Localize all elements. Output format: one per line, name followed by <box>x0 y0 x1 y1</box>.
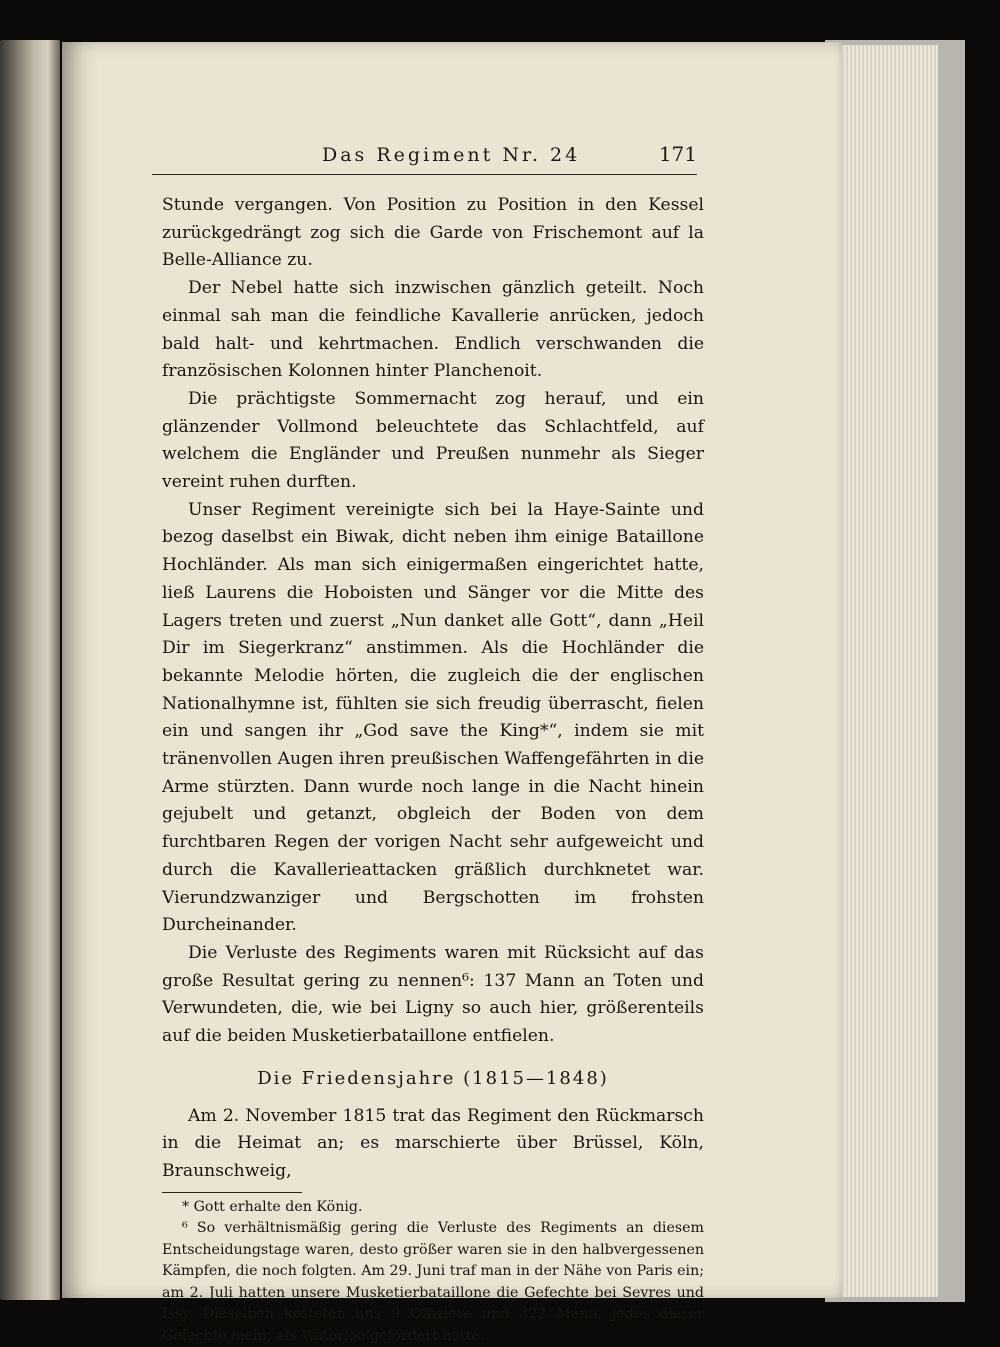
section-heading: Die Friedensjahre (1815—1848) <box>257 1067 609 1089</box>
running-head <box>152 144 697 175</box>
footnote-rule <box>162 1192 302 1193</box>
footnote: ⁶ So verhältnismäßig gering die Verluste des Regiments an diesem Entscheidungstage waren, desto größer waren sie in den halbvergessenen Kämpfen, die noch folgten. Am 29. Juni traf man in der Nähe von Paris ein; am 2. Juli hatten unsere Musketierbataillone die Gefechte bei Sevres und Issy. Dieselben kosteten uns 9 Offiziere und 322 Mann, jedes dieser Gefechte mehr, als Waterloo gefordert hatte. <box>162 1220 704 1344</box>
footnotes <box>162 1197 704 1347</box>
paragraph: Stunde vergangen. Von Position zu Position in den Kessel zurückgedrängt zog sich die Garde von Frischemont auf la Belle-Alliance zu. <box>162 195 704 271</box>
paragraph: Die Verluste des Regiments waren mit Rücksicht auf das große Resultat gering zu nennen⁶: 137 Mann an Toten und Verwundeten, die, wie bei Ligny so auch hier, größerenteils auf die beiden Musketierbataillone entfielen. <box>162 942 704 1047</box>
paragraph: Der Nebel hatte sich inzwischen gänzlich geteilt. Noch einmal sah man die feindliche Kavallerie anrücken, jedoch bald halt- und kehrtmachen. Endlich verschwanden die französischen Kolonnen hinter Planchenoit. <box>162 278 704 382</box>
page-number: 171 <box>658 142 697 166</box>
running-title: Das Regiment Nr. 24 <box>322 144 581 166</box>
paragraph: Die prächtigste Sommernacht zog herauf, und ein glänzender Vollmond beleuchtete das Schlachtfeld, auf welchem die Engländer und Preußen nunmehr als Sieger vereint ruhen durften. <box>162 388 704 493</box>
paragraph: Am 2. November 1815 trat das Regiment den Rückmarsch in die Heimat an; es marschierte über Brüssel, Köln, Braunschweig, <box>162 1105 704 1181</box>
book-page <box>62 42 842 1344</box>
paragraph: Unser Regiment vereinigte sich bei la Haye-Sainte und bezog daselbst ein Biwak, dicht neben ihm einige Bataillone Hochländer. Als man sich einigermaßen eingerichtet hatte, ließ Laurens die Hoboisten und Sänger vor die Mitte des Lagers treten und zuerst „Nun danket alle Gott“, dann „Heil Dir im Siegerkranz“ anstimmen. Als die Hochländer die bekannte Melodie hörten, die zugleich die der englischen Nationalhymne ist, fühlten sie sich freudig überrascht, fielen ein und sangen ihr „God save the King*“, indem sie mit tränenvollen Augen ihren preußischen Waffengefährten in die Arme stürzten. Dann wurde noch lange in die Nacht hinein gejubelt und getanzt, obgleich der Boden von dem furchtbaren Regen der vorigen Nacht sehr aufgeweicht und durch die Kavallerieattacken gräßlich durchknetet war. Vierundzwanziger und Bergschotten im frohsten Durcheinander. <box>162 499 704 936</box>
footnote: * Gott erhalte den König. <box>182 1198 363 1215</box>
body-text <box>162 192 704 1347</box>
left-page-edge <box>0 40 60 1300</box>
